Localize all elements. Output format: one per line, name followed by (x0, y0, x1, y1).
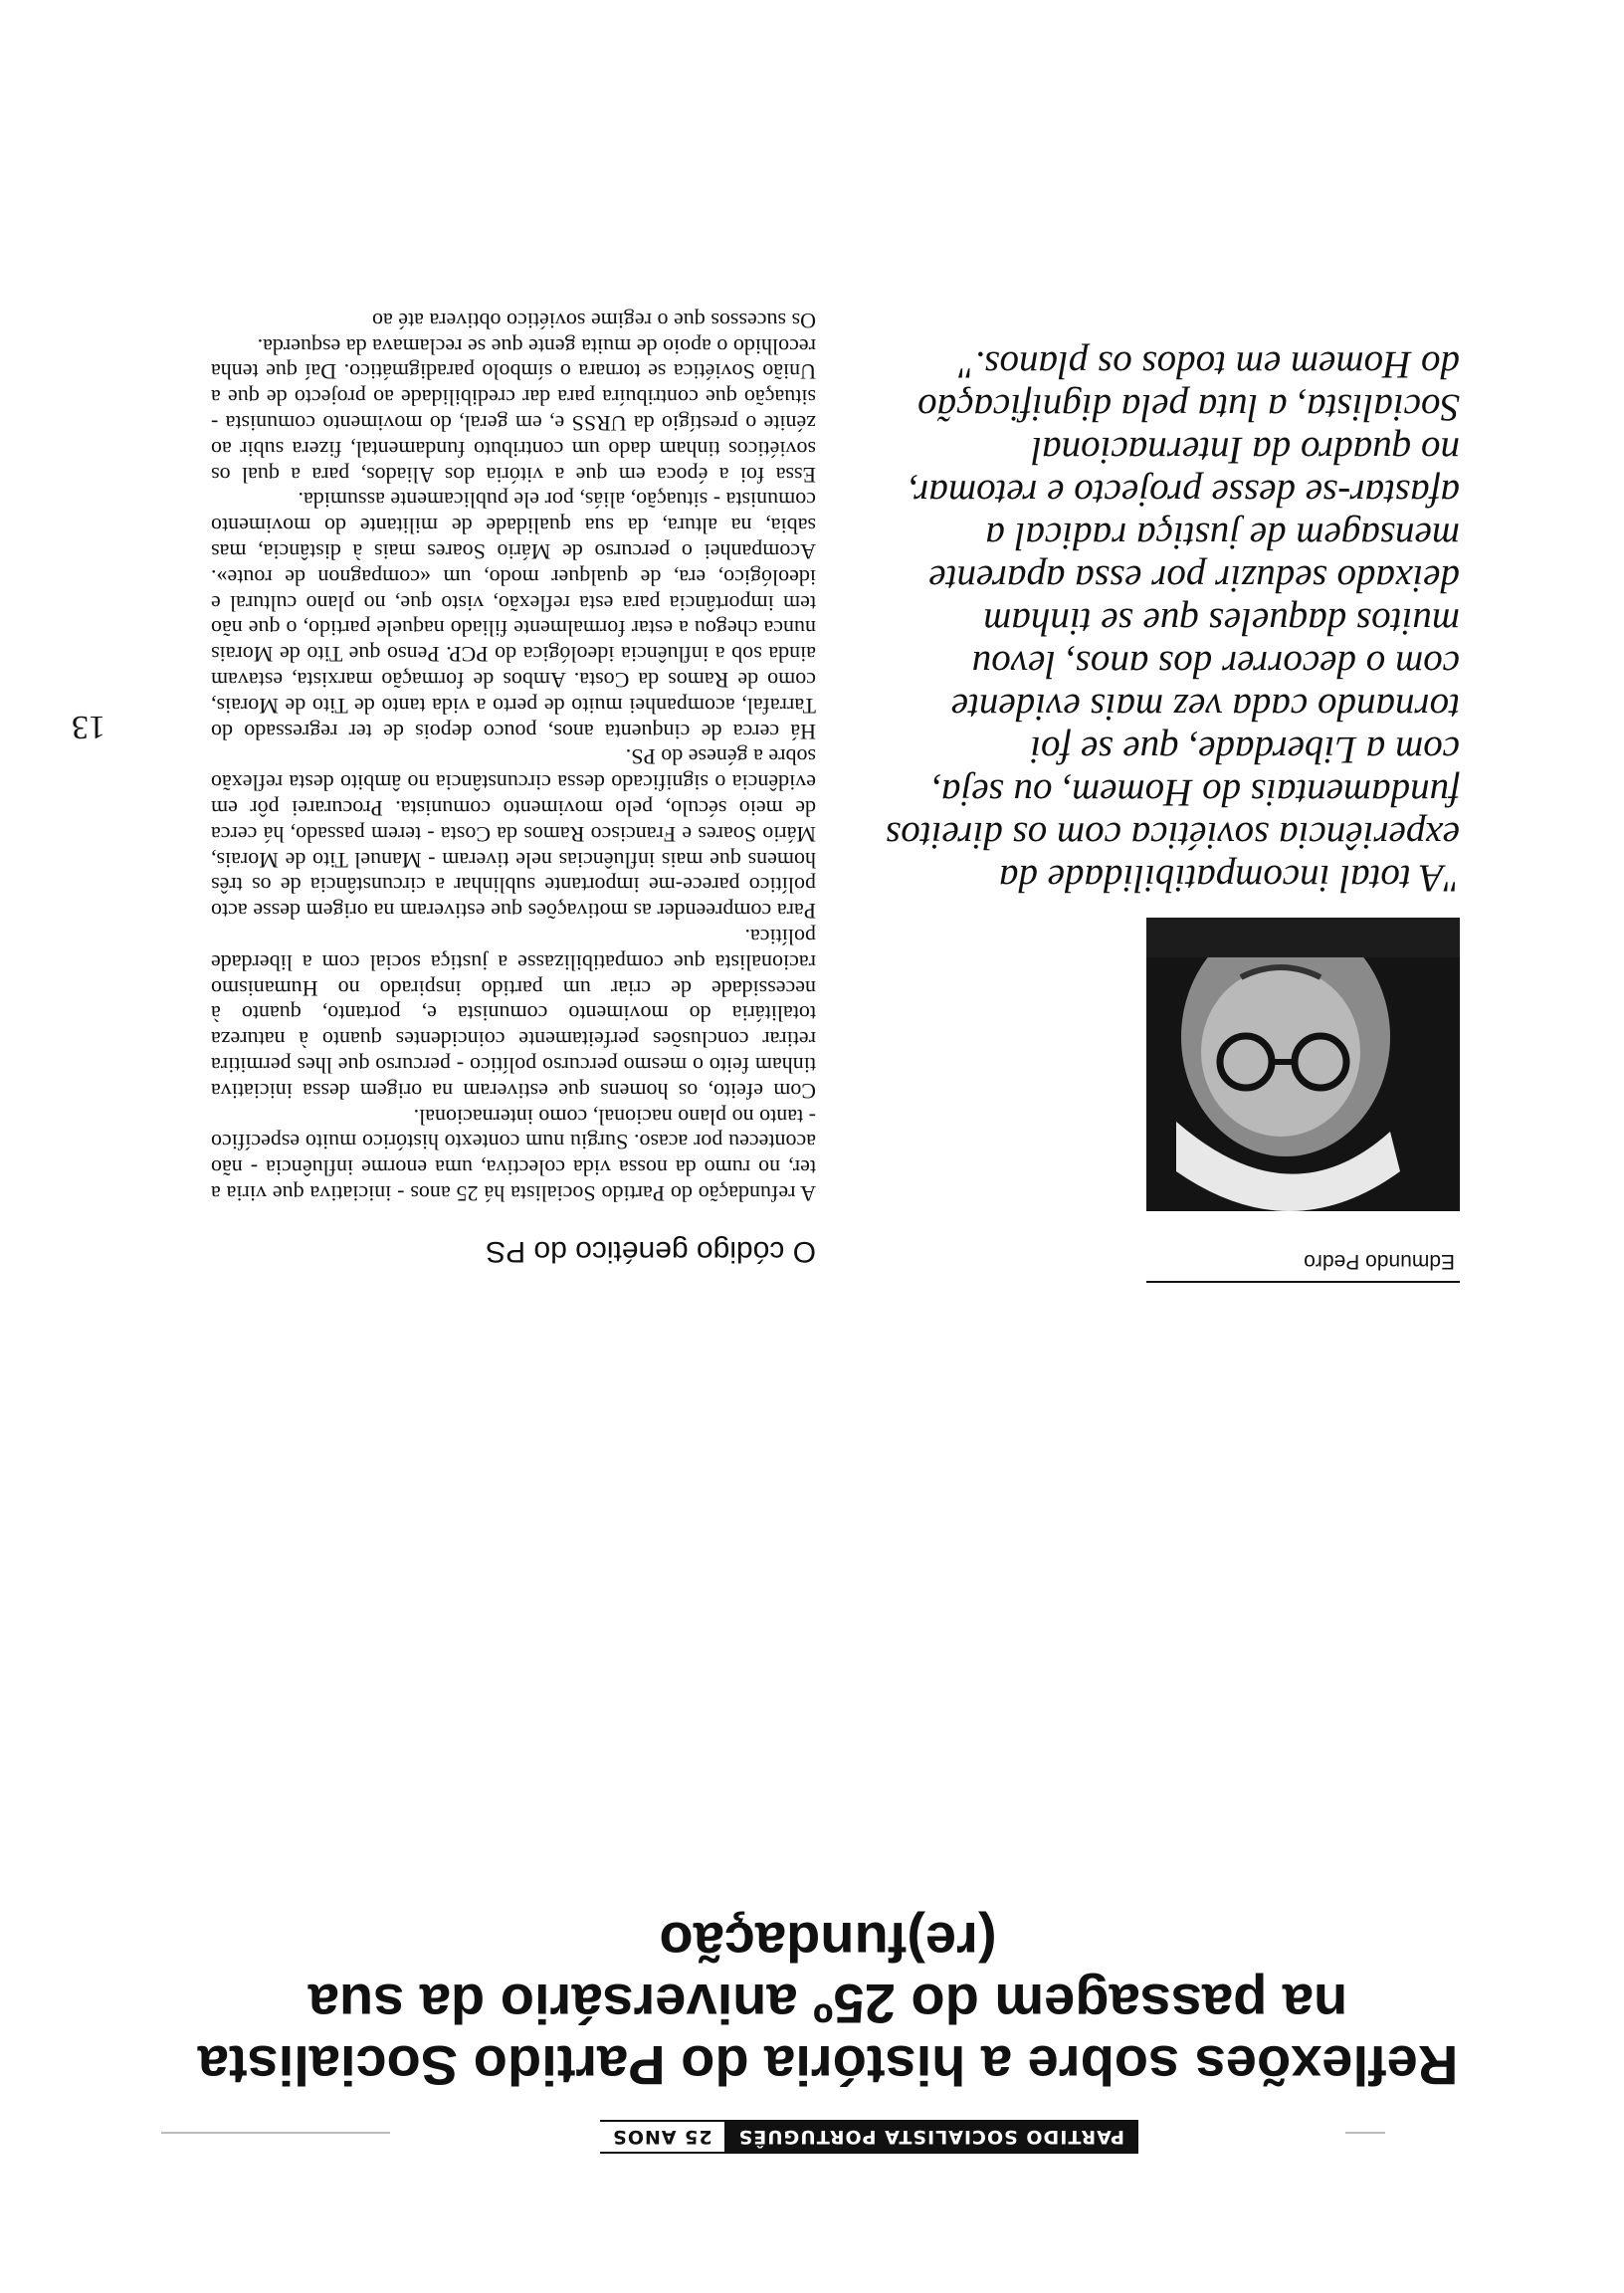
section-title: O código genético do PS (486, 1235, 816, 1268)
portrait-image (1146, 918, 1460, 1211)
article-title: Reflexões sobre a história do Partido Socialista na passagem do 25º aniversário da sua (re)fundação (197, 1911, 1459, 2097)
header-edition: 25 ANOS (600, 2120, 724, 2154)
article-paragraph: Os sucessos que o regime soviético obtivera até ao (372, 308, 816, 333)
article-paragraph: A refundação do Partido Socialista há 25 anos - iniciativa que viria a ter, no rumo da nossa vida colectiva, uma enorme influência - não aconteceu por acaso. Surgiu num contexto histórico muito específico - tanto no plano nacional, como internacional. (211, 1104, 816, 1206)
article-paragraph: Com efeito, os homens que estiveram na origem dessa iniciativa tinham feito o mesmo percurso político - percurso que lhes permitira retirar conclusões perfeitamente coincidentes quanto à natureza totalitária do movimento comunista e, portanto, quanto à necessidade de criar um partido inspirado no Humanismo racionalista que compatibilizasse a justiça social com a liberdade política. (211, 925, 816, 1104)
article-column (211, 308, 816, 1268)
portrait-photo (1146, 918, 1460, 1211)
scan-rule-right (161, 2132, 390, 2134)
photo-caption: Edmundo Pedro (1304, 1250, 1455, 1273)
header-band (600, 2120, 1138, 2154)
scan-rule-left (1345, 2132, 1385, 2134)
article-paragraph: Essa foi a época em que a vitória dos Aliados, para a qual os soviéticos tinham dado um contributo fundamental, fizera subir ao zénite o prestígio da URSS e, em geral, do movimento comunista - situação que contribuíra para dar credibilidade ao projecto de que a União Soviética se tornara o símbolo paradigmático. Daí que tenha recolhido o apoio de muita gente que se reclamava da esquerda. (211, 333, 816, 488)
caption-rule (1146, 1281, 1460, 1283)
page-number: 13 (72, 709, 105, 745)
article-paragraph: Há cerca de cinquenta anos, pouco depois de ter regressado do Tarrafal, acompanhei muito de perto a vida tanto de Tito de Morais, como de Ramos da Costa. Ambos de formação marxista, estavam ainda sob a influência ideológica do PCP. Penso que Tito de Morais nunca chegou a estar formalmente filiado naquele partido, o que não tem importância para esta reflexão, visto que, no plano cultural e ideológico, era, de qualquer modo, um «compagnon de route». Acompanhei o percurso de Mário Soares mais à distância, mas sabia, na altura, da sua qualidade de militante do movimento comunista - situação, aliás, por ele publicamente assumida. (211, 488, 816, 744)
pull-quote: "A total incompatibilidade da experiência soviética com os direitos fundamentais do Homem, ou seja, com a Liberdade, que se foi tornando cada vez mais evidente com o decorrer dos anos, levou muitos daqueles que se tinham deixado seduzir por essa aparente mensagem de justiça radical a afastar-se desse projecto e retomar, no quadro da Internacional Socialista, a luta pela dignificação do Homem em todos os planos." (886, 343, 1460, 900)
header-band-label: PARTIDO SOCIALISTA PORTUGUÊS (724, 2120, 1138, 2154)
article-paragraph: Para compreender as motivações que estiveram na origem desse acto político parece-me importante sublinhar a circunstância de os três homens que mais influências nele tiveram - Manuel Tito de Morais, Mário Soares e Francisco Ramos da Costa - terem passado, há cerca de meio século, pelo movimento comunista. Procurarei pôr em evidência o significado dessa circunstância no âmbito desta reflexão sobre a génese do PS. (211, 744, 816, 925)
